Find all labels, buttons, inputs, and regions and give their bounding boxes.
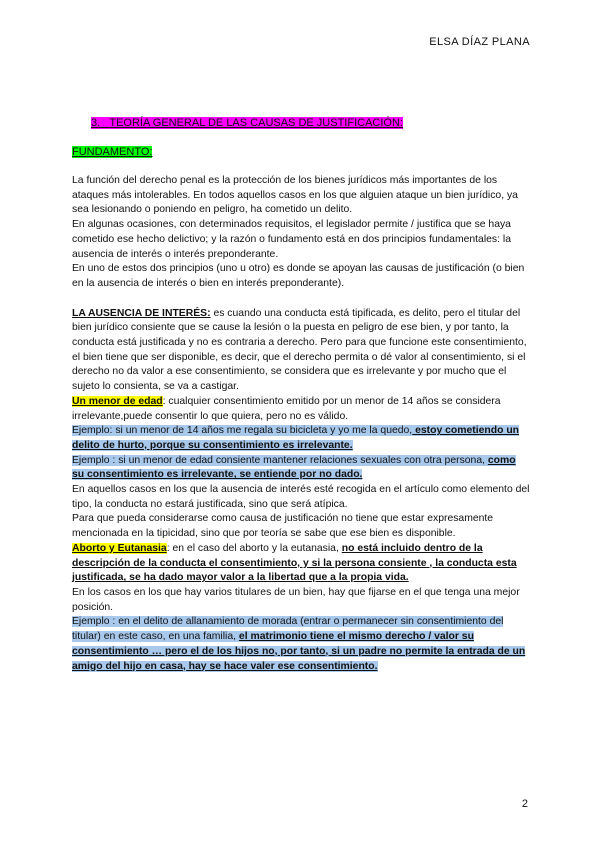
- paragraph: En los casos en los que hay varios titulares de un bien, hay que fijarse en el que tenga una mejor posición.: [72, 586, 520, 613]
- example-paragraph: [72, 454, 530, 483]
- subsection-title: FUNDAMENTO:: [72, 146, 153, 158]
- paragraph-text: es cuando una conducta está tipificada, es delito, pero el titular del bien jurídico consiente que se cause la lesión o la puesta en peligro de ese bien, y por tanto, la conducta está justificada y no es contraria a derecho. Pero para que funcione este consentimiento, el bien tiene que ser disponible, es decir, que el derecho permita o dé valor al consentimiento, si el derecho no da valor a ese consentimiento, se considera que es irrelevante y por mucho que el sujeto lo consienta, se va a castigar.: [72, 307, 527, 393]
- example-text: Ejemplo: si un menor de 14 años me regala su bicicleta y yo me la quedo,: [72, 425, 413, 437]
- spacer: [72, 292, 530, 307]
- subsection-heading: [72, 146, 152, 158]
- author-name: ELSA DÍAZ PLANA: [429, 36, 530, 48]
- paragraph: [72, 307, 530, 395]
- example-paragraph: [72, 615, 530, 674]
- example-text: Ejemplo : si un menor de edad consiente mantener relaciones sexuales con otra persona,: [72, 454, 488, 466]
- example-emphasis: estoy cometiendo un delito de hurto, porque su consentimiento es irrelevante.: [72, 425, 520, 451]
- paragraph-text: : en el caso del aborto y la eutanasia,: [166, 542, 342, 554]
- document-body: [72, 174, 530, 674]
- example-emphasis: como su consentimiento es irrelevante, se entiende por no dado.: [72, 454, 516, 481]
- section-number: 3.: [91, 117, 101, 129]
- example-text: Ejemplo : en el delito de allanamiento de morada (entrar o permanecer sin consentimiento del titular) en este caso, en una familia,: [72, 616, 504, 643]
- paragraph-text: : cualquier consentimiento emitido por un menor de 14 años se considera irrelevante,puede consentir lo que quiera, pero no es válido.: [72, 395, 501, 422]
- paragraph-emphasis: no está incluido dentro de la descripción de la conducta el consentimiento, y si la persona consiente , la conducta esta justificada, se ha dado mayor valor a la libertad que a la propia vida.: [72, 542, 517, 584]
- section-title-highlight: [91, 117, 403, 129]
- paragraph: [72, 542, 530, 586]
- section-heading: [91, 117, 403, 129]
- paragraph: Para que pueda considerarse como causa de justificación no tiene que estar expresamente mencionada en la tipicidad, sino que por teoría se sabe que ese bien es disponible.: [72, 513, 494, 540]
- term-label: Un menor de edad: [72, 395, 163, 407]
- paragraph: En algunas ocasiones, con determinados requisitos, el legislador permite / justifica que se haya cometido ese hecho delictivo; y la razón o fundamento está en dos principios fundamentales: la ausencia de interés o interés preponderante.: [72, 219, 511, 260]
- page-number: 2: [521, 798, 528, 810]
- section-title: TEORÍA GENERAL DE LAS CAUSAS DE JUSTIFICACIÓN:: [109, 117, 403, 129]
- example-emphasis: el matrimonio tiene el mismo derecho / valor su consentimiento … pero el de los hijos no, por tanto, si un padre no permite la entrada de un amigo del hijo en casa, hay se hace valer ese consentimiento.: [72, 631, 526, 672]
- paragraph: En uno de estos dos principios (uno u otro) es donde se apoyan las causas de justificación (o bien en la ausencia de interés o bien en interés preponderante).: [72, 263, 525, 289]
- paragraph: La función del derecho penal es la protección de los bienes jurídicos más importantes de los ataques más intolerables. En todos aquellos casos en los que alguien ataque un bien jurídico, ya sea lesionando o poniendo en peligro, ha cometido un delito.: [72, 175, 518, 216]
- paragraph: [72, 395, 530, 424]
- term-label: LA AUSENCIA DE INTERÉS:: [72, 307, 211, 319]
- term-label: Aborto y Eutanasia: [72, 542, 167, 554]
- example-paragraph: [72, 424, 530, 453]
- paragraph: En aquellos casos en los que la ausencia de interés esté recogida en el artículo como elemento del tipo, la conducta no estará justificada, sino que será atípica.: [72, 484, 530, 510]
